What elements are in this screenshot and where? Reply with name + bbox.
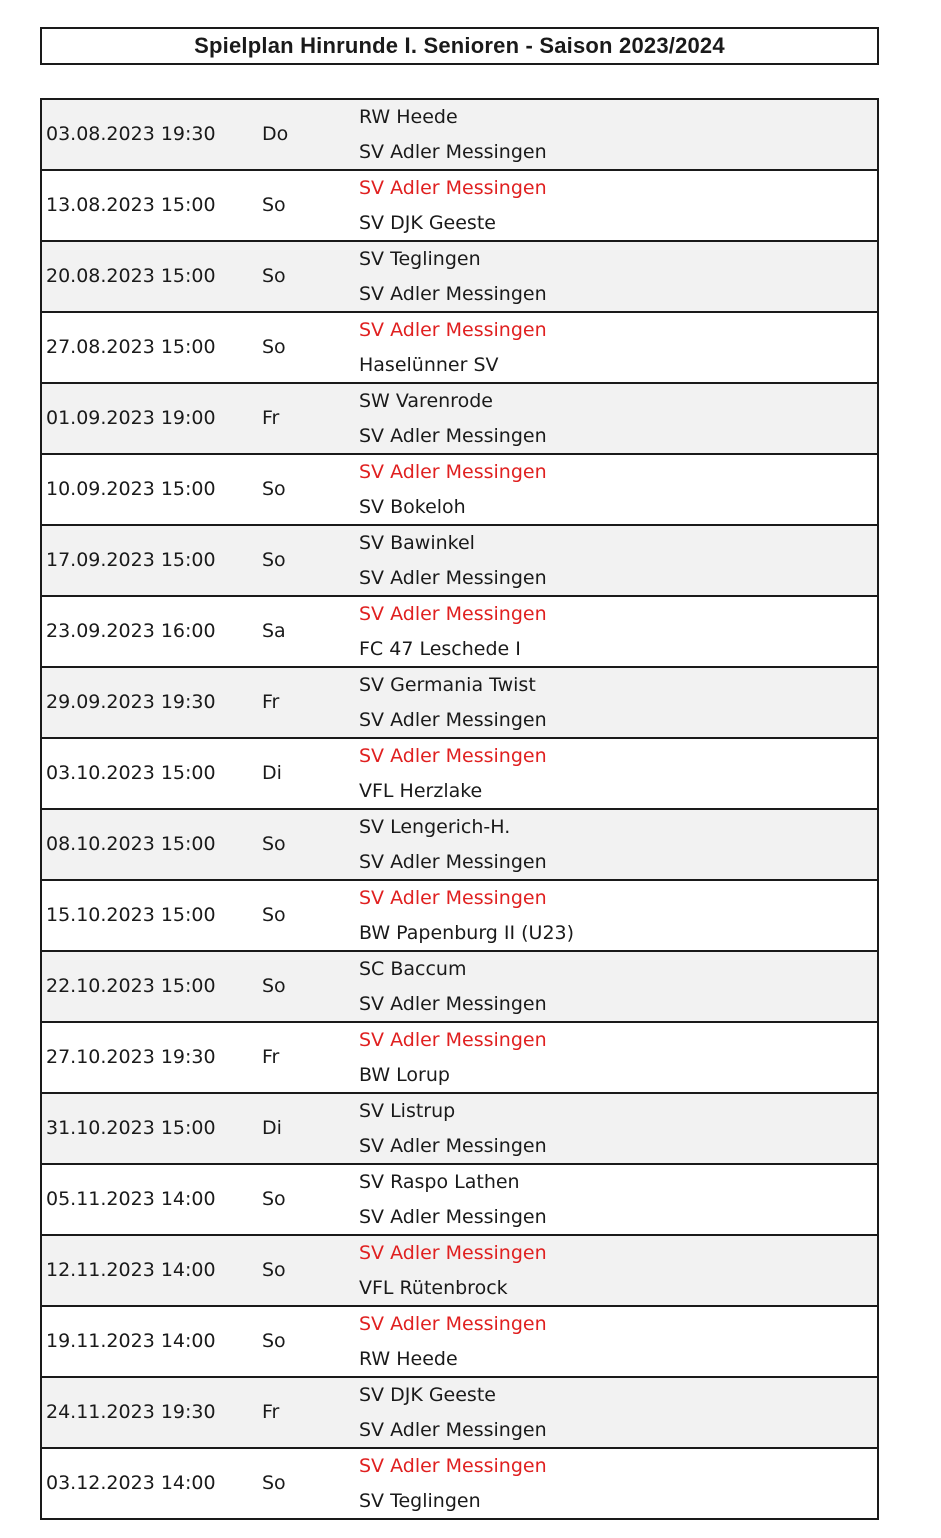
home-team: SV Raspo Lathen [359,1171,520,1193]
home-team: SV Adler Messingen [359,1455,547,1477]
away-team: SV Adler Messingen [359,1419,547,1441]
match-weekday: Sa [262,620,286,642]
home-team: SV Adler Messingen [359,1029,547,1051]
home-team: SV Adler Messingen [359,603,547,625]
away-team: SV Adler Messingen [359,1206,547,1228]
match-date: 17.09.2023 15:00 [46,549,216,571]
home-team: SV Adler Messingen [359,745,547,767]
match-date: 22.10.2023 15:00 [46,975,216,997]
home-team: SV Listrup [359,1100,456,1122]
match-weekday: So [262,904,286,926]
match-weekday: So [262,833,286,855]
away-team: SV Adler Messingen [359,567,547,589]
home-team: SV DJK Geeste [359,1384,496,1406]
match-row [42,1378,877,1449]
home-team: SW Varenrode [359,390,493,412]
match-date: 12.11.2023 14:00 [46,1259,216,1281]
match-row [42,810,877,881]
match-weekday: Di [262,762,282,784]
away-team: SV Adler Messingen [359,283,547,305]
away-team: SV Adler Messingen [359,1135,547,1157]
away-team: BW Lorup [359,1064,450,1086]
match-date: 31.10.2023 15:00 [46,1117,216,1139]
match-weekday: Fr [262,1401,280,1423]
home-team: SV Adler Messingen [359,319,547,341]
match-weekday: Fr [262,691,280,713]
match-row [42,171,877,242]
match-row [42,668,877,739]
match-weekday: Do [262,123,289,145]
away-team: VFL Rütenbrock [359,1277,508,1299]
match-weekday: Fr [262,407,280,429]
match-row [42,881,877,952]
match-weekday: So [262,194,286,216]
home-team: SV Teglingen [359,248,481,270]
match-date: 20.08.2023 15:00 [46,265,216,287]
home-team: SC Baccum [359,958,467,980]
match-row [42,597,877,668]
match-weekday: So [262,549,286,571]
match-row [42,1236,877,1307]
match-date: 27.10.2023 19:30 [46,1046,216,1068]
home-team: SV Adler Messingen [359,461,547,483]
away-team: SV Bokeloh [359,496,466,518]
match-row [42,455,877,526]
match-date: 23.09.2023 16:00 [46,620,216,642]
match-date: 27.08.2023 15:00 [46,336,216,358]
away-team: FC 47 Leschede I [359,638,521,660]
match-date: 01.09.2023 19:00 [46,407,216,429]
match-weekday: So [262,975,286,997]
match-row [42,1094,877,1165]
match-date: 19.11.2023 14:00 [46,1330,216,1352]
match-weekday: So [262,1330,286,1352]
match-weekday: Fr [262,1046,280,1068]
match-weekday: So [262,478,286,500]
match-date: 03.08.2023 19:30 [46,123,216,145]
home-team: SV Adler Messingen [359,1242,547,1264]
match-date: 03.12.2023 14:00 [46,1472,216,1494]
schedule-table [40,98,879,1520]
away-team: RW Heede [359,1348,458,1370]
match-row [42,739,877,810]
match-date: 15.10.2023 15:00 [46,904,216,926]
match-row [42,526,877,597]
home-team: RW Heede [359,106,458,128]
match-row [42,952,877,1023]
away-team: VFL Herzlake [359,780,483,802]
match-date: 13.08.2023 15:00 [46,194,216,216]
home-team: SV Adler Messingen [359,1313,547,1335]
match-row [42,100,877,171]
match-row [42,1023,877,1094]
away-team: SV Adler Messingen [359,851,547,873]
away-team: SV Adler Messingen [359,141,547,163]
match-date: 05.11.2023 14:00 [46,1188,216,1210]
away-team: Haselünner SV [359,354,499,376]
match-row [42,384,877,455]
page-title: Spielplan Hinrunde I. Senioren - Saison 2023/2024 [40,27,879,65]
home-team: SV Lengerich-H. [359,816,511,838]
home-team: SV Bawinkel [359,532,475,554]
match-weekday: So [262,265,286,287]
match-weekday: So [262,336,286,358]
match-weekday: So [262,1188,286,1210]
away-team: SV Adler Messingen [359,425,547,447]
match-date: 08.10.2023 15:00 [46,833,216,855]
match-date: 03.10.2023 15:00 [46,762,216,784]
away-team: SV Adler Messingen [359,709,547,731]
match-row [42,313,877,384]
match-row [42,1165,877,1236]
away-team: SV Teglingen [359,1490,481,1512]
match-date: 24.11.2023 19:30 [46,1401,216,1423]
match-row [42,1307,877,1378]
match-weekday: So [262,1259,286,1281]
home-team: SV Adler Messingen [359,887,547,909]
away-team: SV Adler Messingen [359,993,547,1015]
away-team: BW Papenburg II (U23) [359,922,575,944]
match-weekday: So [262,1472,286,1494]
match-date: 10.09.2023 15:00 [46,478,216,500]
match-date: 29.09.2023 19:30 [46,691,216,713]
match-weekday: Di [262,1117,282,1139]
home-team: SV Adler Messingen [359,177,547,199]
match-row [42,1449,877,1518]
match-row [42,242,877,313]
home-team: SV Germania Twist [359,674,536,696]
away-team: SV DJK Geeste [359,212,496,234]
